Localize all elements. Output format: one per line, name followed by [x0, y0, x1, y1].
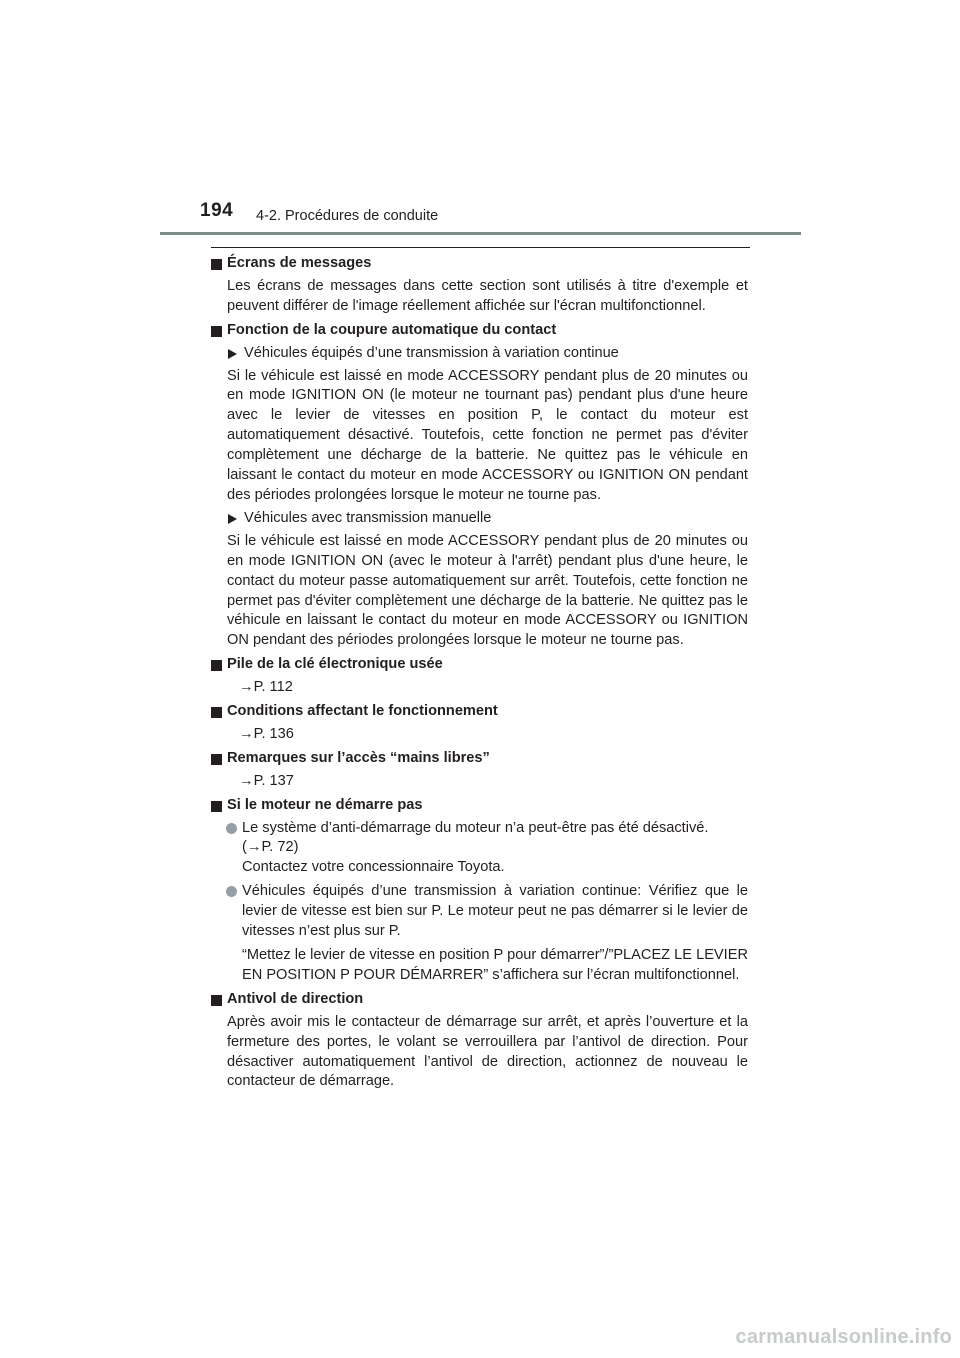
page-reference: →P. 136 [239, 725, 294, 742]
chapter-title: 4-2. Procédures de conduite [256, 208, 439, 224]
section-demarre [211, 796, 748, 986]
section-title: Fonction de la coupure automatique du contact [227, 321, 557, 338]
section-coupure [211, 321, 748, 652]
section-conditions [211, 702, 748, 745]
section-text: Après avoir mis le contacteur de démarrage sur arrêt, et après l’ouverture et la fermeture des portes, le volant se verrouillera par l’antivol de direction. Pour désactiver automatiquement l’antivol de direction, actionnez de nouveau le contacteur de démarrage. [227, 1013, 748, 1090]
section-pile [211, 655, 748, 698]
square-bullet-icon [211, 995, 222, 1006]
subheading: Véhicules avec transmission manuelle [244, 509, 492, 526]
page-reference: →P. 137 [239, 772, 294, 789]
page-reference: →P. 112 [239, 679, 293, 696]
section-text: Si le véhicule est laissé en mode ACCESSORY pendant plus de 20 minutes ou en mode IGNITION ON (avec le moteur à l'arrêt) pendant plus d'une heure, le contact du moteur passe automatiquement sur arrêt. Toutefois, cette fonction ne permet pas d'éviter complètement une décharge de la batterie. Ne quittez pas le véhicule en laissant le contact du moteur en mode ACCESSORY ou IGNITION ON pendant des périodes prolongées lorsque le moteur ne tourne pas. [227, 532, 748, 649]
section-text: Les écrans de messages dans cette section sont utilisés à titre d'exemple et peuvent différer de l'image réellement affichée sur l'écran multifonctionnel. [227, 277, 748, 314]
page-content [211, 254, 748, 1092]
square-bullet-icon [211, 754, 222, 765]
list-item: Véhicules équipés d’une transmission à variation continue: Vérifiez que le levier de vitesse est bien sur P. Le moteur peut ne pas démarrer si le levier de vitesses n’est plus sur P. [211, 882, 748, 942]
square-bullet-icon [211, 326, 222, 337]
watermark: carmanualsonline.info [735, 1326, 952, 1348]
page-number: 194 [200, 200, 234, 221]
section-title: Conditions affectant le fonctionnement [227, 703, 498, 720]
section-text: Si le véhicule est laissé en mode ACCESSORY pendant plus de 20 minutes ou en mode IGNITION ON (le moteur ne tournant pas) pendant plus d'une heure avec le levier de vitesses en position P, le contact du moteur est automatiquement désactivé. Toutefois, cette fonction ne permet pas d'éviter complètement une décharge de la batterie. Ne quittez pas le véhicule en laissant le contact du moteur en mode ACCESSORY ou IGNITION ON pendant des périodes prolongées lorsque le moteur ne tourne pas. [227, 367, 748, 503]
section-antivol [211, 990, 748, 1093]
section-rule [211, 247, 750, 248]
square-bullet-icon [211, 801, 222, 812]
square-bullet-icon [211, 707, 222, 718]
circle-bullet-icon [226, 823, 237, 834]
subheading: Véhicules équipés d’une transmission à variation continue [244, 344, 619, 361]
triangle-marker-icon [228, 349, 237, 359]
square-bullet-icon [211, 660, 222, 671]
section-title: Antivol de direction [227, 990, 364, 1007]
list-item: Le système d’anti-démarrage du moteur n’a peut-être pas été désactivé. (→P. 72) Contactez votre concessionnaire Toyota. [211, 819, 748, 879]
section-title: Remarques sur l’accès “mains libres” [227, 749, 490, 766]
note-text: “Mettez le levier de vitesse en position P pour démarrer”/”PLACEZ LE LEVIER EN POSITION P POUR DÉMARRER” s’affichera sur l’écran multifonctionnel. [242, 947, 748, 983]
section-ecrans [211, 254, 748, 317]
section-remarques [211, 749, 748, 792]
circle-bullet-icon [226, 886, 237, 897]
section-title: Si le moteur ne démarre pas [227, 796, 423, 813]
section-title: Pile de la clé électronique usée [227, 656, 443, 673]
header-rule [160, 232, 801, 235]
square-bullet-icon [211, 259, 222, 270]
section-title: Écrans de messages [227, 255, 372, 271]
triangle-marker-icon [228, 514, 237, 524]
